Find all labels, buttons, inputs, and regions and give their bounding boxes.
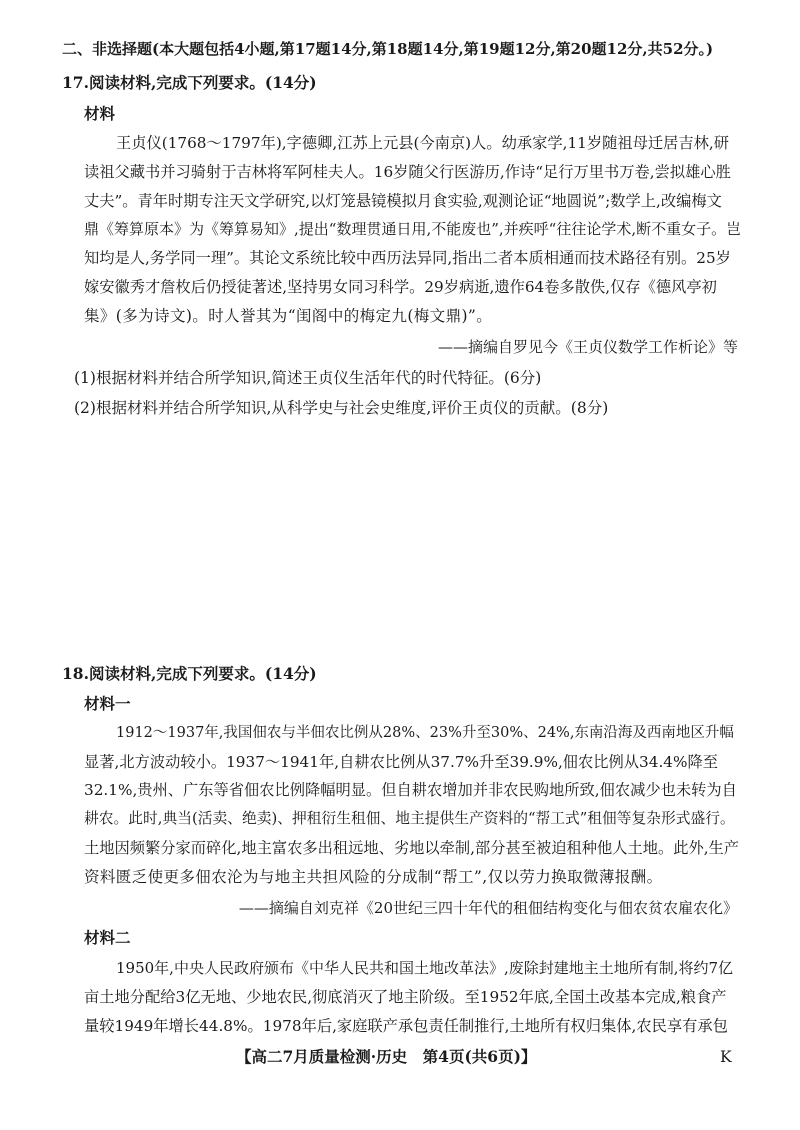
- q18-material1-line: 1912～1937年,我国佃农与半佃农比例从28%、23%升至30%、24%,东南沿海及西南地区升幅: [116, 725, 734, 741]
- q17-material-line: 丈夫”。青年时期专注天文学研究,以灯笼悬镜模拟月食实验,观测论证“地圆说”;数学上,改编梅文: [84, 192, 722, 210]
- q18-material1-label: 材料一: [84, 694, 131, 713]
- q18-material2-label: 材料二: [84, 928, 131, 947]
- q18-title: 18.阅读材料,完成下列要求。(14分): [62, 664, 317, 683]
- q18-material2-line: 亩土地分配给3亿无地、少地农民,彻底消灭了地主阶级。至1952年底,全国土改基本完成,粮食产: [84, 988, 727, 1006]
- q17-title: 17.阅读材料,完成下列要求。(14分): [62, 73, 317, 92]
- q17-source: ——摘编自罗见今《王贞仪数学工作析论》等: [437, 338, 738, 356]
- q17-question-1: (1)根据材料并结合所学知识,简述王贞仪生活年代的时代特征。(6分): [74, 369, 542, 387]
- q18-material1-line: 32.1%,贵州、广东等省佃农比例降幅明显。但自耕农增加并非农民购地所致,佃农减少也未转为自: [84, 781, 737, 799]
- q17-material-line: 读祖父藏书并习骑射于吉林将军阿桂夫人。16岁随父行医游历,作诗“足行万里书万卷,尝拟雄心胜: [84, 163, 731, 181]
- q17-material-line: 王贞仪(1768～1797年),字德卿,江苏上元县(今南京)人。幼承家学,11岁随祖母迁居吉林,研: [116, 134, 729, 152]
- q17-material-line: 集》(多为诗文)。时人誉其为“闺阁中的梅定九(梅文鼎)”。: [84, 307, 493, 325]
- q17-question-2: (2)根据材料并结合所学知识,从科学史与社会史维度,评价王贞仪的贡献。(8分): [74, 399, 609, 417]
- q18-material1-line: 显著,北方波动较小。1937～1941年,自耕农比例从37.7%升至39.9%,佃农比例从34.4%降至: [84, 753, 718, 771]
- q18-material2-line: 量较1949年增长44.8%。1978年后,家庭联产承包责任制推行,土地所有权归集体,农民享有承包: [84, 1017, 728, 1035]
- paper-code: K: [720, 1048, 732, 1066]
- q18-material1-line: 土地因频繁分家而碎化,地主富农多出租远地、劣地以牵制,部分甚至被迫租种他人土地。此外,生产: [84, 839, 740, 857]
- q18-material1-line: 资料匮乏使更多佃农沦为与地主共担风险的分成制“帮工”,仅以劳力换取微薄报酬。: [84, 868, 663, 886]
- page-footer: 【高二7月质量检测·历史 第4页(共6页)】: [236, 1047, 537, 1066]
- q18-material1-line: 耕农。此时,典当(活卖、绝卖)、押租衍生租佃、地主提供生产资料的“帮工式”租佃等复杂形式盛行。: [84, 810, 735, 827]
- q17-material-line: 鼎《筹算原本》为《筹算易知》,提出“数理贯通日用,不能废也”,并疾呼“往往论学术,断不重女子。岂: [84, 220, 742, 238]
- q18-material1-source: ——摘编自刘克祥《20世纪三四十年代的租佃结构变化与佃农贫农雇农化》: [238, 899, 738, 917]
- section-header: 二、非选择题(本大题包括4小题,第17题14分,第18题14分,第19题12分,第20题12分,共52分。): [62, 40, 714, 58]
- q17-material-label: 材料: [84, 104, 116, 123]
- q17-material-line: 知均是人,务学同一理”。其论文系统比较中西历法异同,指出二者本质相通而技术路径有别。25岁: [84, 249, 731, 267]
- q18-material2-line: 1950年,中央人民政府颁布《中华人民共和国土地改革法》,废除封建地主土地所有制,将约7亿: [116, 959, 734, 977]
- q17-material-line: 嫁安徽秀才詹枚后仍授徒著述,坚持男女同习科学。29岁病逝,遗作64卷多散佚,仅存《德风亭初: [84, 278, 717, 296]
